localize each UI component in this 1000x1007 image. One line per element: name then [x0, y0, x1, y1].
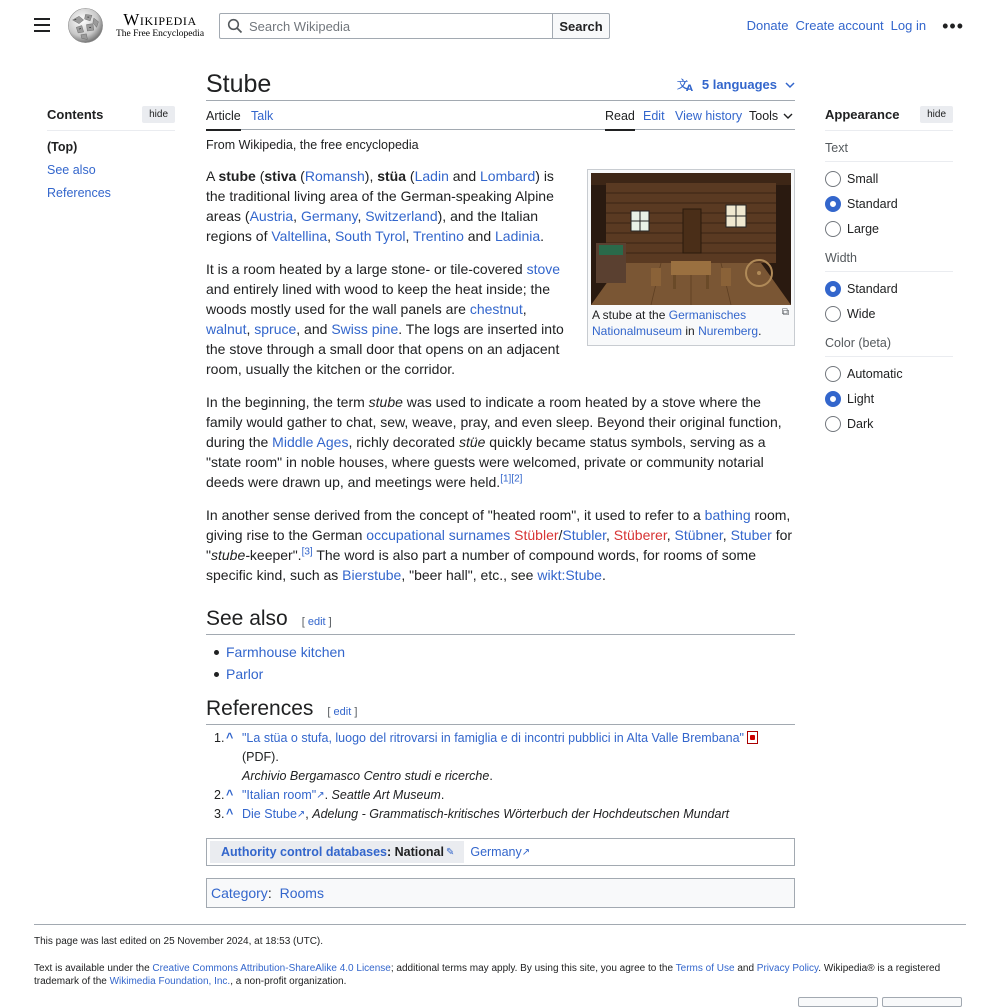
paragraph-4: In another sense derived from the concept of "heated room", it used to refer to a bathing room, giving rise to the German occupational surnames Stübler/Stubler, Stüberer, Stübner, Stuber for "stube-keeper".[3] The word is also part a number of compound words, for rooms of some specific kind, such as Bierstube, "beer hall", etc., see wikt:Stube. — [206, 507, 793, 583]
ref-number: 1. — [214, 731, 225, 745]
ref-number: 2. — [214, 788, 225, 802]
link-valtellina[interactable]: Valtellina — [271, 228, 328, 244]
color-light[interactable]: Light — [825, 391, 953, 407]
color-dark[interactable]: Dark — [825, 416, 953, 432]
link-wiktionary-stube[interactable]: wikt:Stube — [537, 567, 602, 583]
see-also-heading — [206, 607, 795, 635]
image-thumbnail — [587, 169, 795, 346]
footer-badge-wikimedia[interactable] — [798, 997, 878, 1007]
wordmark-text: Wikipedia — [123, 10, 197, 29]
link-chestnut[interactable]: chestnut — [469, 301, 523, 317]
tab-article[interactable]: Article — [206, 109, 241, 131]
svg-text:A: A — [685, 84, 693, 92]
link-ladinia[interactable]: Ladinia — [495, 228, 541, 244]
chevron-down-icon — [785, 81, 795, 89]
external-link-icon: ↗ — [296, 809, 306, 820]
germany-authority-link[interactable]: Germany — [470, 845, 522, 859]
tagline: From Wikipedia, the free encyclopedia — [206, 138, 419, 152]
redlink-stuberer[interactable]: Stüberer — [613, 527, 667, 543]
privacy-link[interactable]: Privacy Policy — [756, 963, 819, 974]
tab-edit[interactable]: Edit — [643, 109, 665, 123]
ref-link-2[interactable]: [2] — [511, 473, 523, 485]
wikipedia-globe-logo[interactable] — [66, 7, 105, 44]
authority-control-link[interactable]: Authority control databases — [221, 845, 387, 859]
category-rooms-link[interactable]: Rooms — [279, 885, 324, 901]
last-edited: This page was last edited on 25 November 2024, at 18:53 (UTC). — [34, 936, 324, 947]
ref-link[interactable]: "La stüa o stufa, luogo del ritrovarsi in famiglia e di incontri pubblici in Alta Valle Brembana" — [242, 731, 744, 745]
link-romansh[interactable]: Romansh — [304, 168, 365, 184]
radio-button[interactable] — [825, 416, 841, 432]
page-footer — [34, 924, 966, 988]
search-box[interactable] — [219, 13, 553, 39]
terms-link[interactable]: Terms of Use — [675, 963, 735, 974]
width-label: Width — [825, 241, 953, 272]
title-row — [206, 66, 795, 101]
appearance-header — [825, 106, 953, 131]
enlarge-icon[interactable]: ⧉ — [781, 307, 789, 318]
donate-link[interactable]: Donate — [746, 18, 789, 33]
text-size-small[interactable]: Small — [825, 171, 953, 187]
text-size-standard[interactable]: Standard — [825, 196, 953, 212]
link-stubler[interactable]: Stubler — [562, 527, 607, 543]
tools-label: Tools — [749, 109, 779, 123]
radio-button[interactable] — [825, 196, 841, 212]
backlink-caret-icon[interactable]: ^ — [226, 731, 234, 745]
wikipedia-wordmark[interactable] — [112, 10, 208, 39]
table-of-contents — [47, 106, 175, 200]
paragraph-1: A stube (stiva (Romansh), stüa (Ladin and Lombard) is the traditional living area of the German-speaking Alpine areas (Austria, Germany, Switzerland), and the Italian regions of Valtellina, South Tyrol, Trentino and Ladinia. — [206, 168, 554, 244]
caption-text: A stube at the — [592, 308, 669, 322]
link-germany[interactable]: Germany — [300, 208, 358, 224]
tab-talk[interactable]: Talk — [251, 109, 274, 123]
radio-button[interactable] — [825, 221, 841, 237]
paragraph-2: It is a room heated by a large stone- or tile-covered stove and entirely lined with wood to keep the heat inside; the woods mostly used for the wall panels are chestnut, walnut, spruce, and Swiss pine. The logs are inserted into the stove through a small door that opens on an adjacent room, usually the kitchen or the corridor. — [206, 261, 564, 377]
link-ladin[interactable]: Ladin — [414, 168, 449, 184]
search-button[interactable]: Search — [552, 13, 610, 39]
caption-text: . — [758, 324, 762, 338]
edit-section-link[interactable]: edit — [307, 616, 326, 628]
backlink-caret-icon[interactable]: ^ — [226, 807, 234, 821]
article-main — [206, 66, 795, 908]
references-title: References — [206, 697, 314, 720]
link-switzerland[interactable]: Switzerland — [365, 208, 438, 224]
tab-read[interactable]: Read — [605, 109, 635, 131]
log-in-link[interactable]: Log in — [890, 18, 927, 33]
paragraph-3: In the beginning, the term stube was used to indicate a room heated by a stove where the family would gather to chat, sew, weave, pray, and even sleep. Beyond their original function, during the Middle Ages, richly decorated stüe quickly became status symbols, serving as a "state room" in noble houses, where guests were welcomed, private or community notarial deeds were drawn up, and meetings were held.[1][2] — [206, 394, 782, 490]
ref-link-3[interactable]: [3] — [301, 546, 313, 558]
list-item — [226, 641, 795, 663]
national-label: : National — [387, 845, 444, 859]
external-link-icon: ↗ — [316, 790, 325, 801]
radio-button[interactable] — [825, 366, 841, 382]
category-sep: : — [267, 885, 276, 901]
article-body — [206, 166, 795, 585]
main-menu-button[interactable] — [34, 18, 50, 32]
list-item — [226, 663, 795, 685]
ref-number: 3. — [214, 807, 225, 821]
chevron-down-icon — [783, 112, 793, 120]
radio-button[interactable] — [825, 281, 841, 297]
translate-icon — [677, 77, 694, 92]
appearance-panel — [825, 106, 953, 432]
authority-control-box — [206, 838, 795, 866]
link-stuber[interactable]: Stuber — [730, 527, 772, 543]
caption-link-nuremberg[interactable]: Nuremberg — [698, 324, 759, 338]
image-caption — [591, 305, 791, 342]
link-walnut[interactable]: walnut — [206, 321, 247, 337]
width-standard[interactable]: Standard — [825, 281, 953, 297]
stube-room-image[interactable] — [591, 173, 791, 305]
page-tabs — [206, 101, 795, 130]
link-austria[interactable]: Austria — [249, 208, 294, 224]
references-edit: [ edit ] — [327, 706, 358, 718]
toc-title: Contents — [47, 107, 104, 122]
footer-badge-mediawiki[interactable] — [882, 997, 962, 1007]
link-trentino[interactable]: Trentino — [413, 228, 464, 244]
text-size-label: Text — [825, 131, 953, 162]
category-link[interactable]: Category — [211, 885, 268, 901]
caption-text: in — [682, 324, 699, 338]
toc-item-see-also[interactable]: See also — [47, 163, 96, 177]
authority-label — [210, 841, 464, 863]
user-links — [746, 15, 964, 36]
backlink-caret-icon[interactable]: ^ — [226, 788, 234, 802]
toc-item-references[interactable]: References — [47, 186, 111, 200]
see-also-list — [226, 641, 795, 685]
radio-button[interactable] — [825, 306, 841, 322]
pdf-icon — [747, 731, 758, 744]
create-account-link[interactable]: Create account — [795, 18, 884, 33]
references-heading — [206, 697, 795, 725]
ref-link[interactable]: "Italian room" — [242, 788, 317, 802]
width-wide[interactable]: Wide — [825, 306, 953, 322]
link-middle-ages[interactable]: Middle Ages — [272, 434, 349, 450]
caption-link-museum[interactable]: Germanisches Nationalmuseum — [592, 308, 747, 338]
search-icon — [227, 18, 243, 34]
link-parlor[interactable]: Parlor — [226, 666, 264, 682]
language-selector[interactable] — [677, 77, 795, 92]
see-also-title: See also — [206, 607, 288, 630]
tools-menu[interactable] — [749, 109, 793, 129]
license-text: Text is available under the Creative Commons Attribution-ShareAlike 4.0 License; additional terms may apply. By using this site, you agree to the Terms of Use and Privacy Policy. Wikipedia® is a registered trademark of the Wikimedia Foundation, Inc., a non-profit organization. — [34, 963, 941, 987]
reference-item: 3. ^ Die Stube↗, Adelung - Grammatisch-kritisches Wörterbuch der Hochdeutschen Mundart — [226, 805, 795, 824]
link-bathing[interactable]: bathing — [704, 507, 751, 523]
appearance-hide-button[interactable]: hide — [920, 106, 953, 123]
toc-hide-button[interactable]: hide — [142, 106, 175, 123]
page-title: Stube — [206, 70, 272, 98]
pencil-icon[interactable]: ✎ — [445, 846, 455, 858]
link-swiss-pine[interactable]: Swiss pine — [331, 321, 399, 337]
svg-text:文: 文 — [676, 78, 688, 91]
tagline-text: The Free Encyclopedia — [115, 29, 205, 39]
external-link-icon: ↗ — [521, 846, 531, 858]
more-options-icon[interactable]: ••• — [942, 15, 964, 36]
edit-section-link[interactable]: edit — [333, 706, 352, 718]
radio-button[interactable] — [825, 171, 841, 187]
link-spruce[interactable]: spruce — [254, 321, 297, 337]
tab-view-history[interactable]: View history — [675, 109, 743, 123]
search-input[interactable] — [247, 16, 547, 36]
radio-button[interactable] — [825, 391, 841, 407]
redlink-stuebler[interactable]: Stübler — [514, 527, 559, 543]
text-size-large[interactable]: Large — [825, 221, 953, 237]
appearance-title: Appearance — [825, 107, 900, 122]
wikimedia-foundation-link[interactable]: Wikimedia Foundation, Inc. — [109, 976, 231, 987]
link-occupational-surnames[interactable]: occupational surnames — [366, 527, 511, 543]
cc-license-link[interactable]: Creative Commons Attribution-ShareAlike 4.0 License — [152, 963, 391, 974]
link-stubner[interactable]: Stübner — [674, 527, 723, 543]
languages-label: 5 languages — [701, 77, 777, 92]
link-south-tyrol[interactable]: South Tyrol — [334, 228, 406, 244]
toc-header — [47, 106, 175, 131]
category-box — [206, 878, 795, 908]
ref-link-1[interactable]: [1] — [500, 473, 512, 485]
link-bierstube[interactable]: Bierstube — [342, 567, 402, 583]
toc-item-top[interactable]: (Top) — [47, 140, 78, 154]
link-farmhouse-kitchen[interactable]: Farmhouse kitchen — [226, 644, 346, 660]
reference-item: 1. ^ "La stüa o stufa, luogo del ritrovarsi in famiglia e di incontri pubblici in Alta Valle Brembana" (PDF). Archivio Bergamasco Centro studi e ricerche. — [226, 729, 795, 786]
link-stove[interactable]: stove — [526, 261, 561, 277]
ref-link[interactable]: Die Stube — [242, 807, 297, 821]
reference-item: 2. ^ "Italian room"↗. Seattle Art Museum. — [226, 786, 795, 805]
color-automatic[interactable]: Automatic — [825, 366, 953, 382]
link-lombard[interactable]: Lombard — [480, 168, 536, 184]
see-also-edit: [ edit ] — [301, 616, 332, 628]
color-label: Color (beta) — [825, 326, 953, 357]
references-list — [214, 729, 795, 824]
